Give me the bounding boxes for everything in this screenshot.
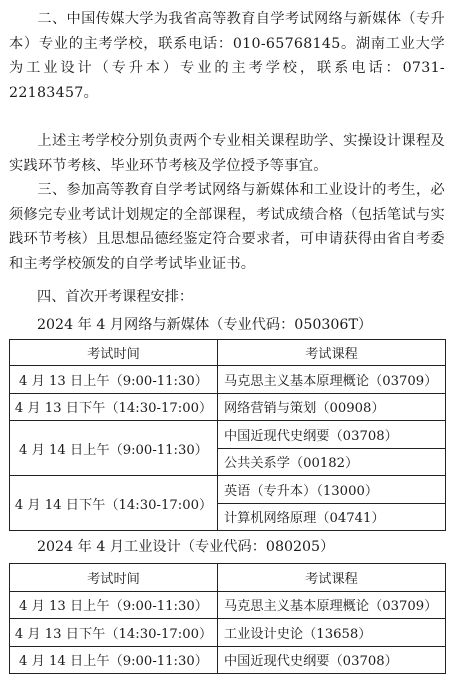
table-row — [10, 476, 446, 504]
exam-time-cell: 4 月 13 日下午（14:30-17:00） — [10, 393, 218, 421]
table-row — [10, 646, 446, 674]
exam-course-cell: 中国近现代史纲要（03708） — [218, 421, 446, 449]
paragraph-graduation-requirements: 三、参加高等教育自学考试网络与新媒体和工业设计的考生，必须修完专业考试计划规定的全部课程，考试成绩合格（包括笔试与实践环节考核）且思想品德经鉴定符合要求者，可申请获得由省自考委和主考学校颁发的自学考试毕业证书。 — [9, 182, 445, 272]
schedule-table-industrial-design — [9, 563, 446, 674]
exam-time-cell: 4 月 14 日上午（9:00-11:30） — [10, 421, 218, 476]
header-exam-course: 考试课程 — [218, 340, 446, 366]
section-heading-course-schedule: 四、首次开考课程安排： — [37, 289, 194, 305]
table-row — [10, 366, 446, 394]
header-exam-course: 考试课程 — [218, 564, 446, 592]
schedule-table-new-media — [9, 339, 446, 531]
paragraph-exam-schools: 二、中国传媒大学为我省高等教育自学考试网络与新媒体（专升本）专业的主考学校，联系电话：010-65768145。湖南工业大学为工业设计（专升本）专业的主考学校，联系电话：0731-22183457。 — [9, 11, 445, 101]
exam-time-cell: 4 月 13 日上午（9:00-11:30） — [10, 366, 218, 394]
exam-time-cell: 4 月 14 日下午（14:30-17:00） — [10, 476, 218, 531]
exam-time-cell: 4 月 14 日上午（9:00-11:30） — [10, 646, 218, 674]
table-caption-new-media: 2024 年 4 月网络与新媒体（专业代码：050306T） — [37, 317, 373, 333]
table-row — [10, 421, 446, 449]
table-header-row — [10, 340, 446, 366]
exam-course-cell: 中国近现代史纲要（03708） — [218, 646, 446, 674]
paragraph-school-duties: 上述主考学校分别负责两个专业相关课程助学、实操设计课程及实践环节考核、毕业环节考核及学位授予等事宜。 — [9, 133, 445, 174]
table-row — [10, 619, 446, 647]
exam-course-cell: 公共关系学（00182） — [218, 448, 446, 476]
table-row — [10, 591, 446, 619]
header-exam-time: 考试时间 — [10, 564, 218, 592]
exam-course-cell: 英语（专升本）（13000） — [218, 476, 446, 504]
header-exam-time: 考试时间 — [10, 340, 218, 366]
exam-course-cell: 马克思主义基本原理概论（03709） — [218, 591, 446, 619]
table-caption-industrial-design: 2024 年 4 月工业设计（专业代码：080205） — [37, 539, 335, 555]
table-header-row — [10, 564, 446, 592]
exam-course-cell: 马克思主义基本原理概论（03709） — [218, 366, 446, 394]
exam-course-cell: 计算机网络原理（04741） — [218, 503, 446, 531]
table-row — [10, 393, 446, 421]
exam-course-cell: 网络营销与策划（00908） — [218, 393, 446, 421]
exam-time-cell: 4 月 13 日下午（14:30-17:00） — [10, 619, 218, 647]
exam-time-cell: 4 月 13 日上午（9:00-11:30） — [10, 591, 218, 619]
exam-course-cell: 工业设计史论（13658） — [218, 619, 446, 647]
